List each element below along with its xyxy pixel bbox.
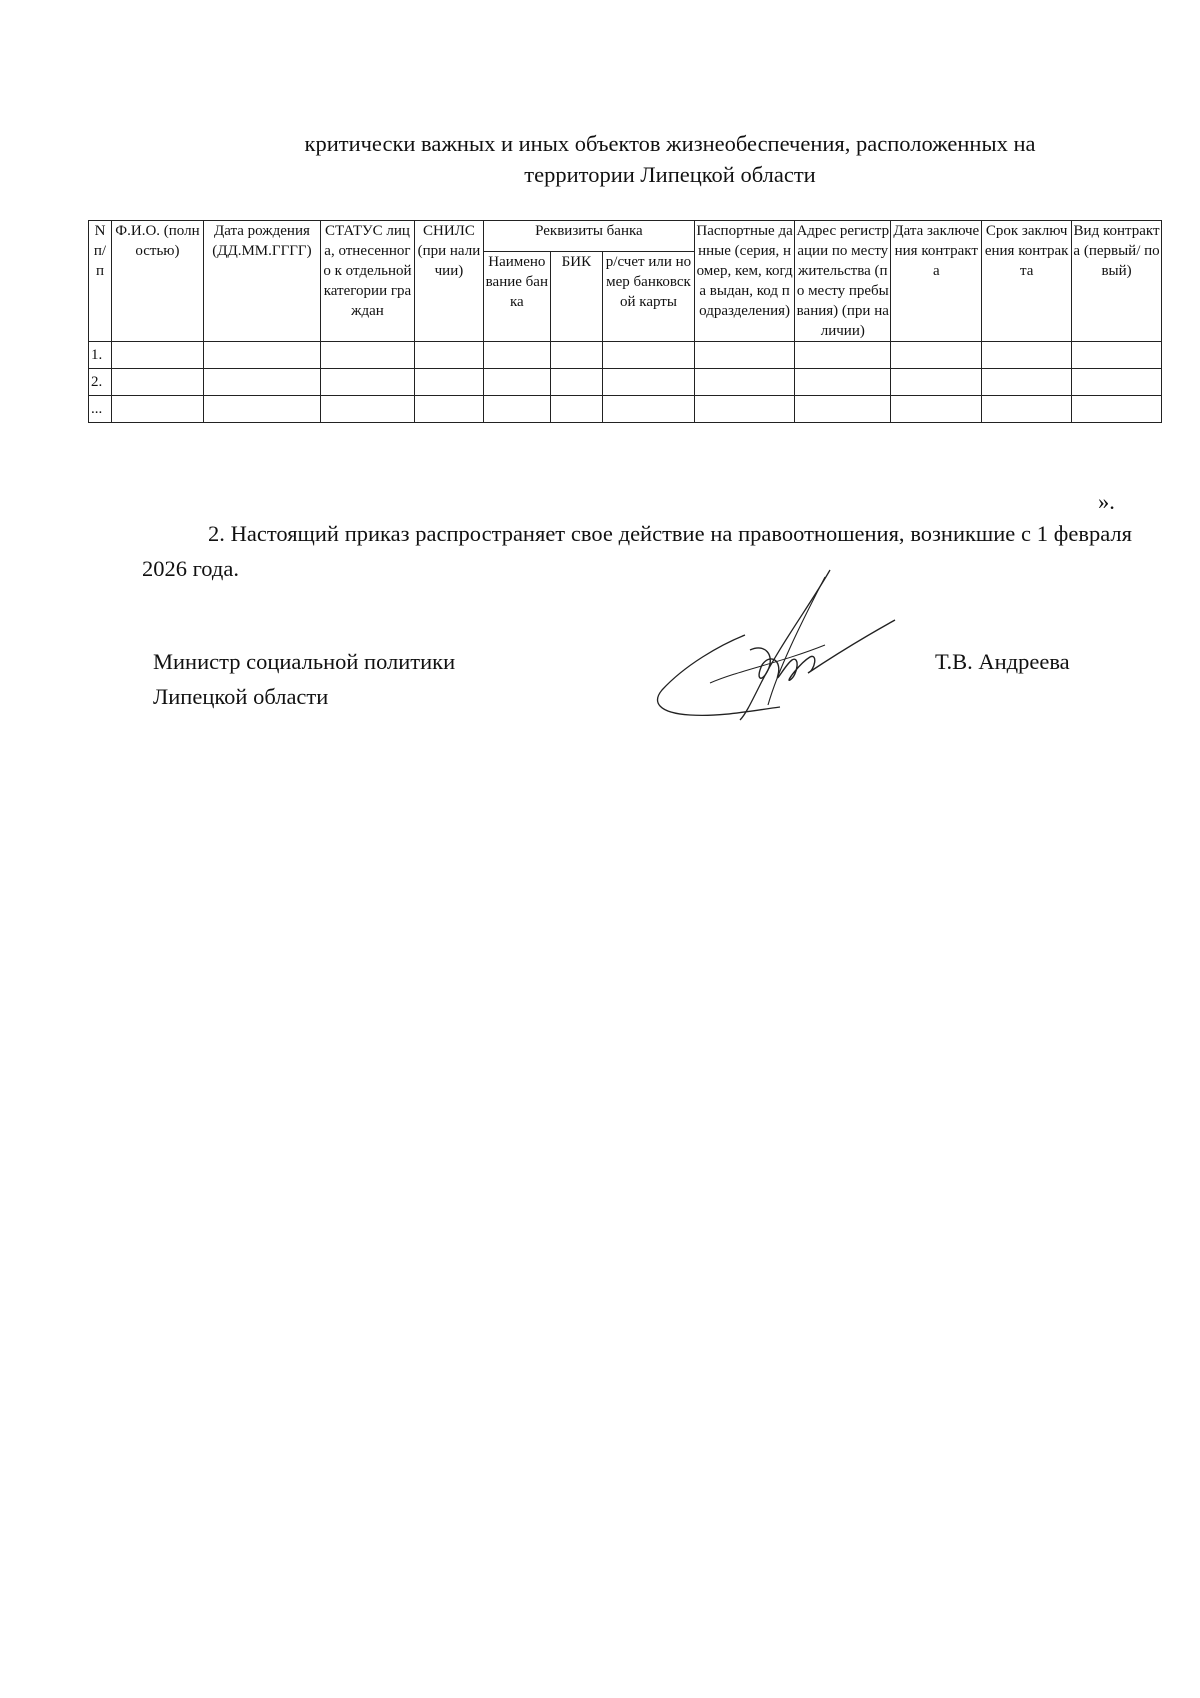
header-bank-name: Наименование банка	[483, 251, 550, 341]
row-number: ...	[89, 396, 112, 423]
header-bank-group: Реквизиты банка	[483, 221, 694, 252]
signatory-title	[153, 644, 455, 714]
header-account: р/счет или номер банковской карты	[603, 251, 695, 341]
table-row	[89, 342, 1162, 369]
header-passport: Паспортные данные (серия, номер, кем, когда выдан, код подразделения)	[694, 221, 794, 342]
header-fio: Ф.И.О. (полностью)	[111, 221, 203, 342]
handwritten-signature	[650, 565, 900, 730]
paragraph-2: 2. Настоящий приказ распространяет свое действие на правоотношения, возникшие с 1 февраля 2026 года.	[142, 521, 1132, 581]
row-number: 1.	[89, 342, 112, 369]
registry-table	[88, 220, 1162, 423]
header-contract-term: Срок заключения контракта	[982, 221, 1072, 342]
heading-line-1: критически важных и иных объектов жизнеобеспечения, расположенных на	[304, 131, 1036, 156]
closing-quote: ».	[1098, 489, 1115, 514]
header-snils: СНИЛС (при наличии)	[414, 221, 483, 342]
row-number: 2.	[89, 369, 112, 396]
signatory-name: Т.В. Андреева	[935, 649, 1070, 674]
table-row	[89, 369, 1162, 396]
signatory-title-line-2: Липецкой области	[153, 684, 329, 709]
header-num: N п/п	[89, 221, 112, 342]
header-status: СТАТУС лица, отнесенного к отдельной категории граждан	[320, 221, 414, 342]
header-address: Адрес регистрации по месту жительства (по месту пребывания) (при наличии)	[795, 221, 891, 342]
header-contract-date: Дата заключения контракта	[891, 221, 982, 342]
table-row	[89, 396, 1162, 423]
header-dob: Дата рождения (ДД.ММ.ГГГГ)	[203, 221, 320, 342]
heading-line-2: территории Липецкой области	[524, 162, 816, 187]
heading	[200, 128, 1140, 190]
signatory-title-line-1: Министр социальной политики	[153, 649, 456, 674]
header-bik: БИК	[550, 251, 602, 341]
header-contract-type: Вид контракта (первый/ повый)	[1072, 221, 1162, 342]
